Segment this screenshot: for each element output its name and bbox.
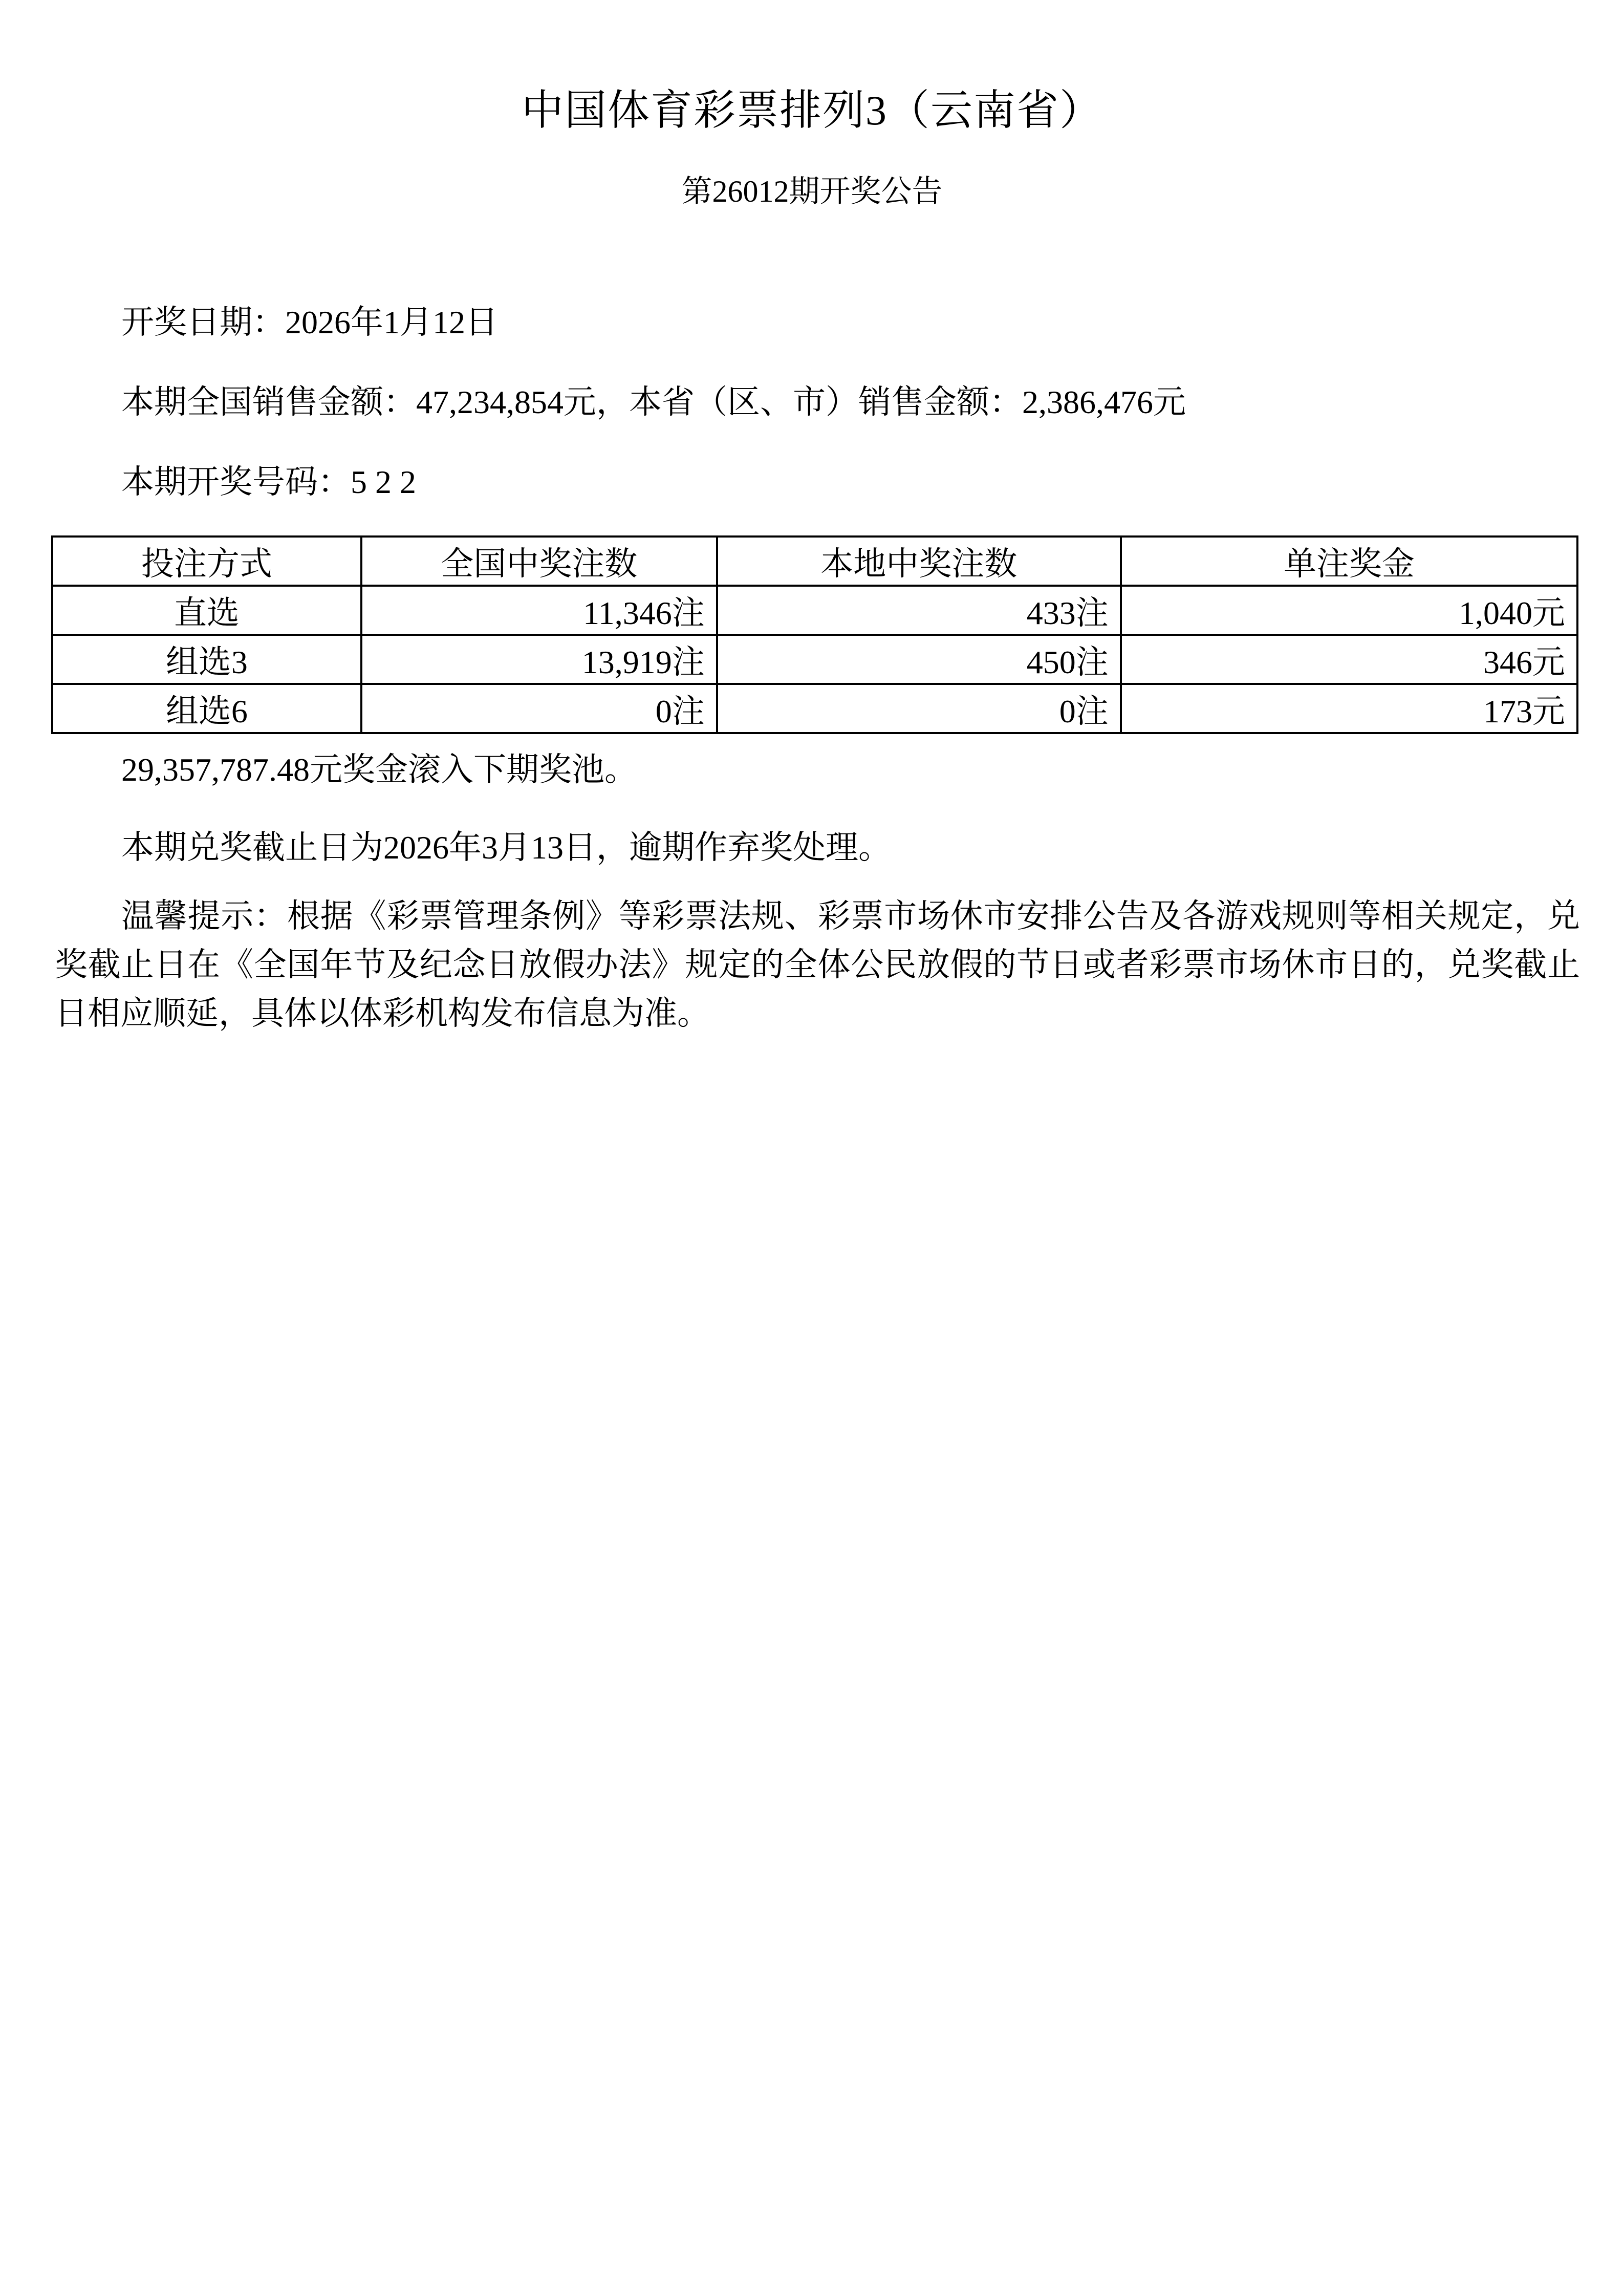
prize-table-header-row [52, 537, 1577, 586]
page-title: 中国体育彩票排列3（云南省） [521, 87, 1102, 134]
cell-local-count: 433注 [717, 586, 1121, 635]
table-row [52, 684, 1577, 733]
header-single-prize: 单注奖金 [1121, 537, 1577, 586]
winning-numbers-value: 5 2 2 [351, 463, 416, 500]
cell-method: 组选6 [52, 684, 361, 733]
sales-amount-line: 本期全国销售金额：47,234,854元，本省（区、市）销售金额：2,386,476元 [121, 383, 1186, 420]
cell-single-prize: 346元 [1121, 635, 1577, 684]
cell-method: 组选3 [52, 635, 361, 684]
cell-national-count: 13,919注 [361, 635, 717, 684]
cell-national-count: 11,346注 [361, 586, 717, 635]
table-row [52, 635, 1577, 684]
prize-table [51, 535, 1578, 734]
redeem-deadline-line: 本期兑奖截止日为2026年3月13日，逾期作弃奖处理。 [121, 829, 891, 866]
draw-date-line: 开奖日期：2026年1月12日 [121, 304, 498, 340]
pool-rollover-line: 29,357,787.48元奖金滚入下期奖池。 [121, 751, 637, 788]
page-subtitle: 第26012期开奖公告 [681, 174, 943, 208]
cell-local-count: 0注 [717, 684, 1121, 733]
winning-numbers-line [55, 464, 1579, 501]
winning-numbers-label: 本期开奖号码： [121, 463, 351, 500]
cell-national-count: 0注 [361, 684, 717, 733]
cell-method: 直选 [52, 586, 361, 635]
table-row [52, 586, 1577, 635]
header-national-count: 全国中奖注数 [361, 537, 717, 586]
header-bet-method: 投注方式 [52, 537, 361, 586]
cell-single-prize: 1,040元 [1121, 586, 1577, 635]
reminder-paragraph: 温馨提示：根据《彩票管理条例》等彩票法规、彩票市场休市安排公告及各游戏规则等相关规定，兑奖截止日在《全国年节及纪念日放假办法》规定的全体公民放假的节日或者彩票市场休市日的，兑奖截止日相应顺延，具体以体彩机构发布信息为准。 [55, 897, 1580, 1032]
header-local-count: 本地中奖注数 [717, 537, 1121, 586]
cell-single-prize: 173元 [1121, 684, 1577, 733]
cell-local-count: 450注 [717, 635, 1121, 684]
